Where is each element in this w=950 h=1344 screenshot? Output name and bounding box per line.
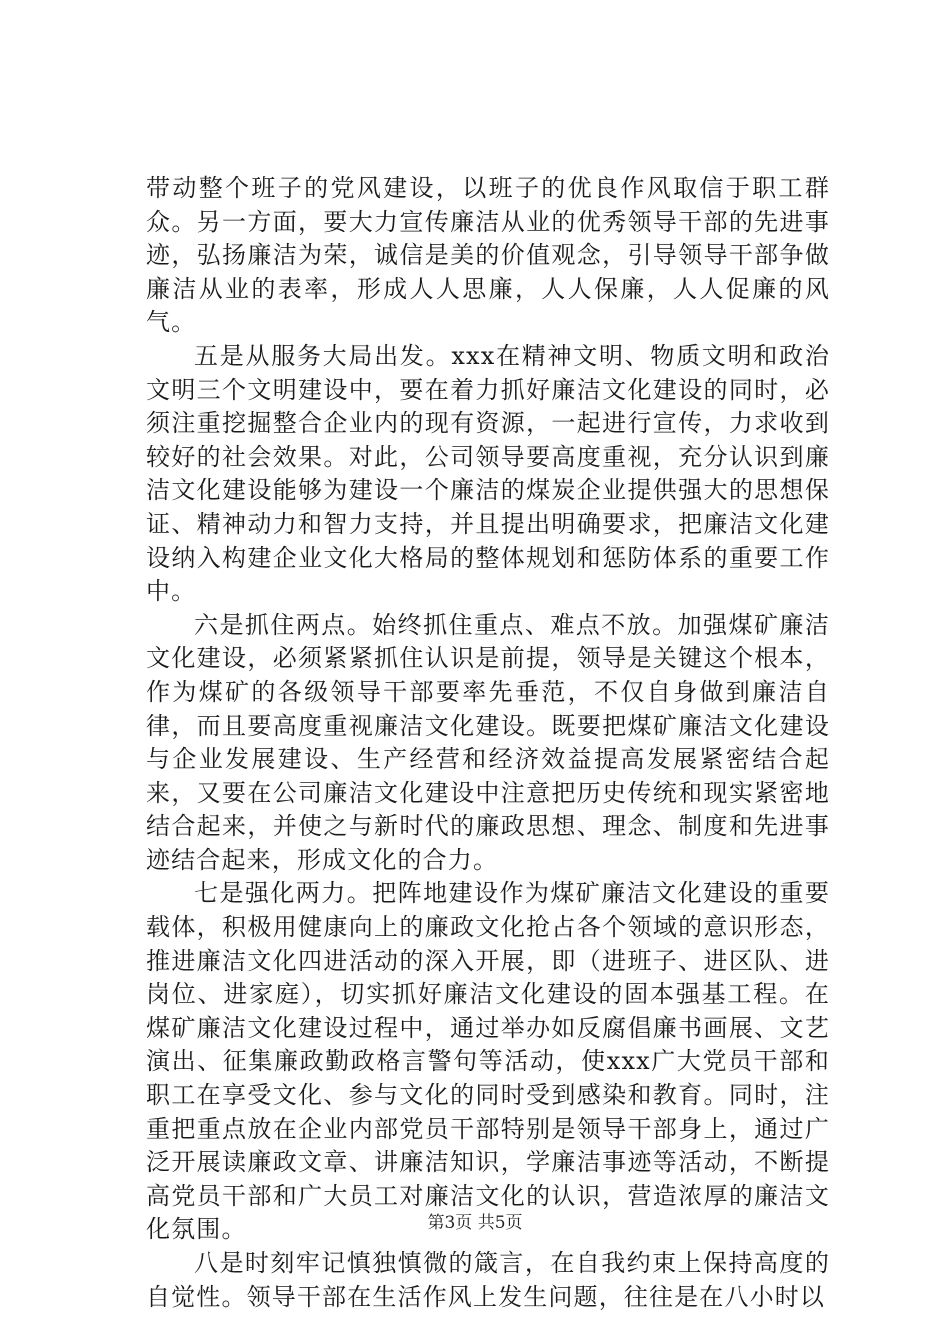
paragraph-point-seven: 七是强化两力。把阵地建设作为煤矿廉洁文化建设的重要载体，积极用健康向上的廉政文化抢占各个领域的意识形态，推进廉洁文化四进活动的深入开展，即（进班子、进区队、进岗位、进家庭），切实抓好廉洁文化建设的固本强基工程。在煤矿廉洁文化建设过程中，通过举办如反腐倡廉书画展、文艺演出、征集廉政勤政格言警句等活动，使xxx广大党员干部和职工在享受文化、参与文化的同时受到感染和教育。同时，注重把重点放在企业内部党员干部特别是领导干部身上，通过广泛开展读廉政文章、讲廉洁知识，学廉洁事迹等活动，不断提高党员干部和广大员工对廉洁文化的认识，营造浓厚的廉洁文化氛围。	[146, 879, 830, 1244]
paragraph-point-five: 五是从服务大局出发。xxx在精神文明、物质文明和政治文明三个文明建设中，要在着力抓好廉洁文化建设的同时，必须注重挖掘整合企业内的现有资源，一起进行宣传，力求收到较好的社会效果。对此，公司领导要高度重视，充分认识到廉洁文化建设能够为建设一个廉洁的煤炭企业提供强大的思想保证、精神动力和智力支持，并且提出明确要求，把廉洁文化建设纳入构建企业文化大格局的整体规划和惩防体系的重要工作中。	[146, 341, 830, 606]
page-number-footer: 第3页 共5页	[427, 1213, 523, 1233]
paragraph-point-eight: 八是时刻牢记慎独慎微的箴言，在自我约束上保持高度的自觉性。领导干部在生活作风上发生问题，往往是在八小时以	[146, 1249, 830, 1311]
paragraph-continuation: 带动整个班子的党风建设，以班子的优良作风取信于职工群众。另一方面，要大力宣传廉洁从业的优秀领导干部的先进事迹，弘扬廉洁为荣，诚信是美的价值观念，引导领导干部争做廉洁从业的表率，形成人人思廉，人人保廉，人人促廉的风气。	[146, 174, 830, 337]
document-body	[146, 172, 830, 1314]
paragraph-point-six: 六是抓住两点。始终抓住重点、难点不放。加强煤矿廉洁文化建设，必须紧紧抓住认识是前提，领导是关键这个根本，作为煤矿的各级领导干部要率先垂范，不仅自身做到廉洁自律，而且要高度重视廉洁文化建设。既要把煤矿廉洁文化建设与企业发展建设、生产经营和经济效益提高发展紧密结合起来，又要在公司廉洁文化建设中注意把历史传统和现实紧密地结合起来，并使之与新时代的廉政思想、理念、制度和先进事迹结合起来，形成文化的合力。	[146, 610, 830, 874]
